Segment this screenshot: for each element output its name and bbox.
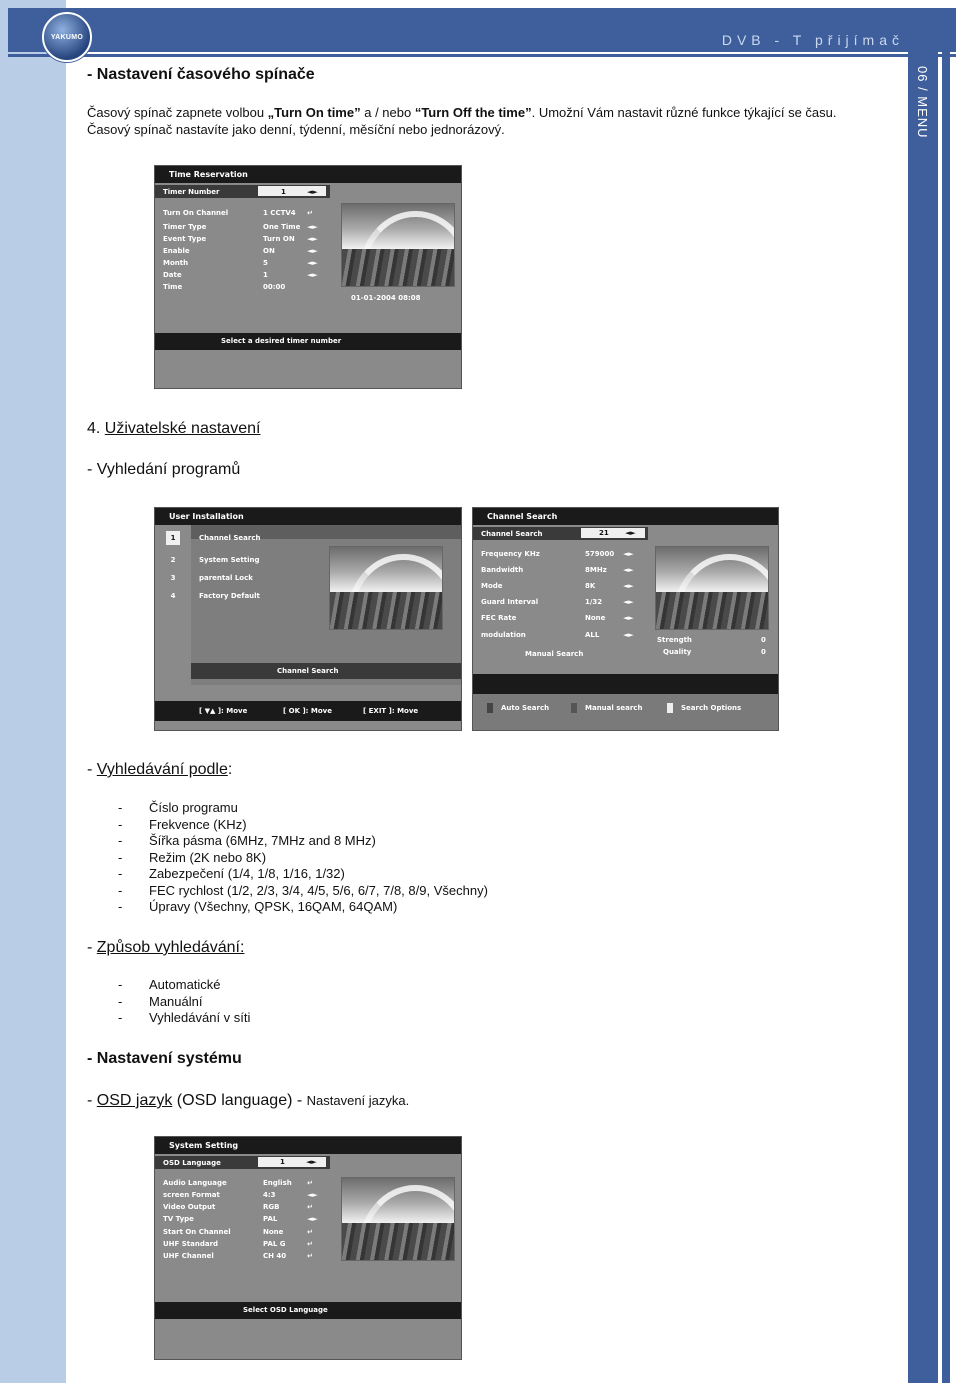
- criteria-item: - Úpravy (Všechny, QPSK, 16QAM, 64QAM): [118, 899, 488, 916]
- osd-titlebar: [155, 508, 461, 525]
- left-right-arrows-icon: ◄►: [623, 582, 634, 590]
- system-heading: - Nastavení systému: [87, 1050, 242, 1067]
- preview-picture: [329, 546, 443, 630]
- arrow-icon: ◄►: [307, 188, 318, 196]
- right-side-bar: [908, 52, 938, 1383]
- menu-caption: Channel Search: [277, 667, 339, 675]
- timer-row-label: Timer Number: [163, 188, 220, 196]
- criteria-item: - FEC rychlost (1/2, 2/3, 3/4, 4/5, 5/6, 6/7, 7/8, 8/9, Všechny): [118, 883, 488, 900]
- strength-value: 0: [761, 636, 766, 644]
- osd-status-text: Select OSD Language: [243, 1306, 328, 1314]
- arrow-icon: ◄►: [307, 223, 318, 231]
- osd-prefix: -: [87, 1092, 97, 1109]
- timer-row-value[interactable]: 1: [281, 188, 286, 196]
- menu-item-number[interactable]: 1: [166, 531, 180, 545]
- left-right-arrows-icon: ◄►: [623, 566, 634, 574]
- criteria-item: - Režim (2K nebo 8K): [118, 850, 488, 867]
- osd-language-label: OSD Language: [163, 1159, 221, 1167]
- arrow-icon: ↵: [307, 209, 313, 217]
- criteria-prefix: -: [87, 761, 97, 778]
- osd-language-box: [258, 1157, 326, 1167]
- arrow-icon: ◄►: [307, 235, 318, 243]
- timer-row-label: Event Type: [163, 235, 207, 243]
- help-exit-key: [ EXIT ]: Move: [363, 707, 419, 715]
- method-heading: [87, 939, 244, 957]
- side-section-label: [908, 66, 938, 186]
- osd-status-bar: [155, 1302, 461, 1319]
- timer-row-label: Time: [163, 283, 183, 291]
- osd-middle-text: (OSD language) -: [172, 1092, 307, 1109]
- timer-text-mid: a / nebo: [360, 105, 415, 120]
- timer-row-value: Turn ON: [263, 235, 295, 243]
- enter-icon: ◄►: [307, 1191, 318, 1199]
- header-title: DVB - T přijímač: [721, 32, 904, 48]
- system-row-label: Start On Channel: [163, 1228, 231, 1236]
- criteria-item: - Zabezpečení (1/4, 1/8, 1/16, 1/32): [118, 866, 488, 883]
- timer-row-value: ON: [263, 247, 275, 255]
- criteria-item: - Šířka pásma (6MHz, 7MHz and 8 MHz): [118, 833, 488, 850]
- side-label-text: 06 / MENU: [915, 66, 930, 139]
- osd-status-bar: [155, 333, 461, 350]
- menu-item-number[interactable]: 4: [170, 592, 176, 600]
- timer-row-value: 1 CCTV4: [263, 209, 296, 217]
- timer-row-label: Turn On Channel: [163, 209, 229, 217]
- system-setting-screen: [154, 1136, 462, 1360]
- enter-icon: ↵: [307, 1203, 313, 1211]
- search-row-value[interactable]: ALL: [585, 631, 600, 639]
- timer-text-line2: Časový spínač nastavíte jako denní, týdenní, měsíční nebo jednorázový.: [87, 122, 505, 137]
- section-4-heading: [87, 420, 260, 438]
- timer-row-value: 00:00: [263, 283, 286, 291]
- preview-picture: [341, 1177, 455, 1261]
- enter-icon: ↵: [307, 1240, 313, 1248]
- manual-search-button[interactable]: Manual search: [585, 704, 643, 712]
- help-ok-key: [ OK ]: Move: [283, 707, 332, 715]
- left-right-arrows-icon: ◄►: [623, 598, 634, 606]
- system-row-value[interactable]: None: [263, 1228, 284, 1236]
- user-installation-screen: [154, 507, 462, 731]
- osd-language-value: 1: [280, 1158, 285, 1166]
- menu-item-label[interactable]: Factory Default: [199, 592, 260, 600]
- channel-search-screen: [472, 507, 779, 731]
- menu-item-label[interactable]: System Setting: [199, 556, 260, 564]
- quality-label: Quality: [663, 648, 692, 656]
- system-row-value[interactable]: English: [263, 1179, 292, 1187]
- osd-title: System Setting: [169, 1141, 239, 1150]
- search-row-label: modulation: [481, 631, 526, 639]
- method-list: [118, 977, 250, 1027]
- enter-icon: ↵: [307, 1228, 313, 1236]
- timer-text-post: . Umožní Vám nastavit různé funkce týkající se času.: [531, 105, 837, 120]
- osd-title: Channel Search: [487, 512, 558, 521]
- turn-on-term: „Turn On time”: [267, 105, 361, 120]
- left-right-arrows-icon: ◄►: [623, 631, 634, 639]
- enter-icon: ↵: [307, 1252, 313, 1260]
- system-row-label: UHF Standard: [163, 1240, 219, 1248]
- osd-title: User Installation: [169, 512, 244, 521]
- system-row-value[interactable]: PAL G: [263, 1240, 286, 1248]
- system-row-value[interactable]: 4:3: [263, 1191, 276, 1199]
- left-right-arrows-icon: ◄►: [306, 1158, 317, 1166]
- timer-row-value: One Time: [263, 223, 301, 231]
- menu-item-label[interactable]: Channel Search: [199, 534, 261, 542]
- menu-caption-bar: [191, 663, 461, 679]
- search-row-value[interactable]: None: [585, 614, 606, 622]
- criteria-item: - Číslo programu: [118, 800, 488, 817]
- criteria-suffix: :: [227, 761, 233, 778]
- search-row-value[interactable]: 579000: [585, 550, 615, 558]
- search-row-value[interactable]: 8MHz: [585, 566, 607, 574]
- red-key-icon: [487, 703, 493, 713]
- search-row-label: Frequency KHz: [481, 550, 540, 558]
- left-right-arrows-icon: ◄►: [623, 614, 634, 622]
- search-row-label: Bandwidth: [481, 566, 524, 574]
- logo-text: YAKUMO: [50, 33, 84, 41]
- system-row-label: UHF Channel: [163, 1252, 214, 1260]
- arrow-icon: ◄►: [307, 247, 318, 255]
- timer-text-pre: Časový spínač zapnete volbou: [87, 105, 268, 120]
- method-prefix: -: [87, 939, 97, 956]
- turn-off-term: “Turn Off the time”: [414, 105, 532, 120]
- yellow-key-icon: [667, 703, 673, 713]
- preview-picture: [655, 546, 769, 630]
- section-number: 4.: [87, 420, 101, 437]
- help-move-keys: [ ▼▲ ]: Move: [199, 707, 248, 715]
- method-item: - Manuální: [118, 994, 250, 1011]
- timer-row-value: 5: [263, 259, 268, 267]
- timer-row-label: Timer Type: [163, 223, 207, 231]
- timer-row-label: Date: [163, 271, 182, 279]
- timer-heading: - Nastavení časového spínače: [87, 66, 315, 83]
- system-row-label: Audio Language: [163, 1179, 227, 1187]
- system-row-value[interactable]: PAL: [263, 1215, 278, 1223]
- search-row-value[interactable]: 8K: [585, 582, 596, 590]
- strength-label: Strength: [657, 636, 692, 644]
- menu-item-number[interactable]: 2: [170, 556, 176, 564]
- left-decorative-band: [0, 0, 66, 1383]
- criteria-item: - Frekvence (KHz): [118, 817, 488, 834]
- osd-bottom-area: [473, 694, 778, 730]
- criteria-list: [118, 800, 488, 916]
- osd-language-line: [87, 1092, 409, 1110]
- osd-help-bar: [155, 701, 461, 721]
- criteria-title: Vyhledávání podle: [96, 761, 228, 778]
- auto-search-button[interactable]: Auto Search: [501, 704, 550, 712]
- timer-row-label: Enable: [163, 247, 190, 255]
- osd-title: Time Reservation: [169, 170, 248, 179]
- system-row-label: Video Output: [163, 1203, 216, 1211]
- search-row-value[interactable]: 1/32: [585, 598, 603, 606]
- timer-description: [87, 104, 902, 138]
- channel-number-box: [581, 528, 645, 538]
- green-key-icon: [571, 703, 577, 713]
- right-side-line: [942, 52, 950, 1383]
- channel-search-heading: - Vyhledání programů: [87, 461, 241, 478]
- method-item: - Automatické: [118, 977, 250, 994]
- arrow-icon: ◄►: [307, 271, 318, 279]
- left-right-arrows-icon: ◄►: [625, 529, 636, 537]
- yakumo-logo: [42, 12, 92, 62]
- section-title: Uživatelské nastavení: [104, 420, 261, 437]
- timer-row-label: Month: [163, 259, 189, 267]
- system-row-value[interactable]: RGB: [263, 1203, 280, 1211]
- osd-description: Nastavení jazyka.: [306, 1093, 410, 1108]
- menu-item-number[interactable]: 3: [170, 574, 176, 582]
- osd-title-text: OSD jazyk: [96, 1092, 173, 1109]
- osd-titlebar: [155, 166, 461, 183]
- datetime-display: 01-01-2004 08:08: [351, 294, 421, 302]
- timer-row-value: 1: [263, 271, 268, 279]
- osd-titlebar: [473, 508, 778, 525]
- system-row-label: screen Format: [163, 1191, 220, 1199]
- time-reservation-screen: [154, 165, 462, 389]
- osd-titlebar: [155, 1137, 461, 1154]
- system-row-value[interactable]: CH 40: [263, 1252, 287, 1260]
- channel-search-label: Channel Search: [481, 530, 543, 538]
- criteria-heading: [87, 761, 232, 779]
- search-options-button[interactable]: Search Options: [681, 704, 742, 712]
- preview-picture: [341, 203, 455, 287]
- menu-item-label[interactable]: parental Lock: [199, 574, 253, 582]
- osd-button-bar: [473, 674, 778, 694]
- system-row-label: TV Type: [163, 1215, 194, 1223]
- quality-value: 0: [761, 648, 766, 656]
- manual-search-label: Manual Search: [525, 650, 584, 658]
- search-row-label: Guard Interval: [481, 598, 539, 606]
- left-right-arrows-icon: ◄►: [623, 550, 634, 558]
- arrow-icon: ◄►: [307, 259, 318, 267]
- channel-number-value: 21: [599, 529, 609, 537]
- enter-icon: ↵: [307, 1179, 313, 1187]
- osd-status-text: Select a desired timer number: [221, 337, 342, 345]
- enter-icon: ◄►: [307, 1215, 318, 1223]
- method-title: Způsob vyhledávání:: [96, 939, 245, 956]
- method-item: - Vyhledávání v síti: [118, 1010, 250, 1027]
- search-row-label: FEC Rate: [481, 614, 517, 622]
- search-row-label: Mode: [481, 582, 503, 590]
